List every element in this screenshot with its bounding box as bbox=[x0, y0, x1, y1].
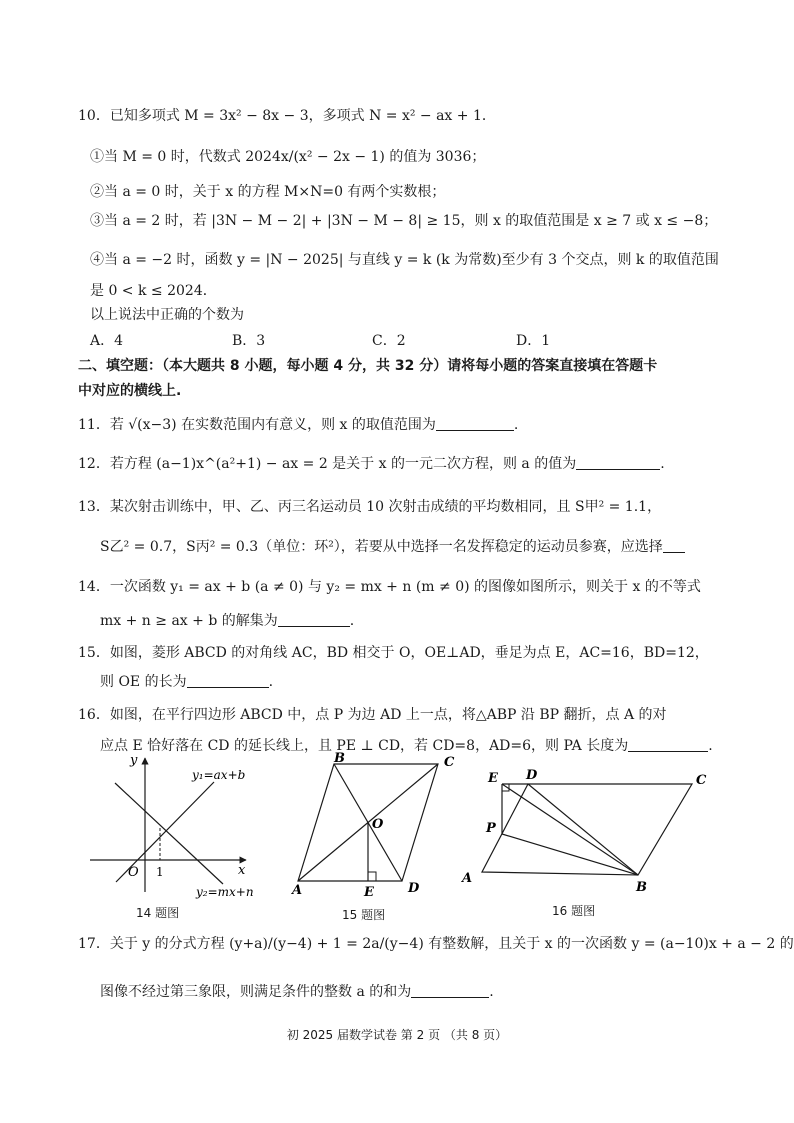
q10-option-c: C．2 bbox=[372, 333, 406, 349]
segment-eb bbox=[502, 784, 638, 875]
label-o: O bbox=[372, 817, 384, 832]
q15-line-1: 15．如图，菱形 ABCD 的对角线 AC，BD 相交于 O，OE⊥AD，垂足为点 E，AC=16，BD=12， bbox=[78, 645, 709, 661]
q13-line-1: 13．某次射击训练中，甲、乙、丙三名运动员 10 次射击成绩的平均数相同，且 S甲² = 1.1， bbox=[78, 499, 662, 515]
q17-line-2: 图像不经过第三象限，则满足条件的整数 a 的和为 . bbox=[100, 984, 494, 1000]
figure-15 bbox=[290, 752, 460, 898]
figure-16-caption: 16 题图 bbox=[552, 904, 596, 918]
q10-item-4-cont: 是 0 < k ≤ 2024． bbox=[90, 283, 217, 299]
label-a: A bbox=[462, 871, 473, 886]
origin-label: O bbox=[128, 865, 139, 880]
q10-option-b: B．3 bbox=[232, 333, 266, 349]
q11-body: 11．若 √(x−3) 在实数范围内有意义，则 x 的取值范围为 bbox=[78, 417, 436, 433]
q10-prompt: 以上说法中正确的个数为 bbox=[90, 307, 244, 323]
section-heading-cont: 中对应的横线上. bbox=[78, 383, 182, 399]
q12-text: 12．若方程 (a−1)x^(a²+1) − ax = 2 是关于 x 的一元二次方程，则 a 的值为 . bbox=[78, 456, 665, 472]
q10-item-1: ①当 M = 0 时，代数式 2024x/(x² − 2x − 1) 的值为 3036； bbox=[90, 149, 486, 165]
q13-line-2 bbox=[100, 537, 685, 557]
label-d: D bbox=[408, 881, 420, 896]
q17-answer-blank[interactable] bbox=[411, 984, 489, 998]
label-d: D bbox=[526, 768, 538, 783]
tick-1-label: 1 bbox=[156, 865, 164, 879]
q16-answer-blank[interactable] bbox=[628, 738, 708, 752]
label-a: A bbox=[292, 883, 303, 898]
q14-line-2: mx + n ≥ ax + b 的解集为 . bbox=[100, 613, 355, 629]
q10-item-2: ②当 a = 0 时，关于 x 的方程 M×N=0 有两个实数根； bbox=[90, 184, 446, 200]
y-axis-label: y bbox=[130, 753, 138, 768]
label-b: B bbox=[334, 751, 345, 766]
page-footer: 初 2025 届数学试卷 第 2 页 （共 8 页） bbox=[286, 1028, 508, 1042]
q17-line-1: 17．关于 y 的分式方程 (y+a)/(y−4) + 1 = 2a/(y−4) 有整数解，且关于 x 的一次函数 y = (a−10)x + a − 2 的 bbox=[78, 936, 794, 952]
q17-body: 图像不经过第三象限，则满足条件的整数 a 的和为 bbox=[100, 984, 412, 1000]
label-c: C bbox=[444, 755, 455, 770]
q13-answer-blank[interactable] bbox=[663, 539, 685, 553]
q12-body: 12．若方程 (a−1)x^(a²+1) − ax = 2 是关于 x 的一元二次方程，则 a 的值为 bbox=[78, 456, 577, 472]
q16-line-1: 16．如图，在平行四边形 ABCD 中，点 P 为边 AD 上一点，将△ABP 沿 BP 翻折，点 A 的对 bbox=[78, 707, 667, 723]
q14-answer-blank[interactable] bbox=[278, 613, 350, 627]
q10-item-4: ④当 a = −2 时，函数 y = |N − 2025| 与直线 y = k (k 为常数)至少有 3 个交点，则 k 的取值范围 bbox=[90, 252, 719, 268]
q15-answer-blank[interactable] bbox=[187, 674, 269, 688]
figure-15-caption: 15 题图 bbox=[342, 908, 386, 922]
segment-db bbox=[528, 784, 638, 875]
label-e: E bbox=[364, 885, 374, 900]
q13-body: S乙² = 0.7，S丙² = 0.3（单位：环²），若要从中选择一名发挥稳定的运动员参赛，应选择 bbox=[100, 539, 663, 555]
y2-label: y₂=mx+n bbox=[196, 885, 254, 899]
figure-14-caption: 14 题图 bbox=[136, 906, 180, 920]
q10-option-a: A．4 bbox=[90, 333, 124, 349]
parallelogram bbox=[482, 784, 692, 875]
label-b: B bbox=[636, 880, 647, 895]
x-axis-label: x bbox=[238, 863, 246, 878]
q10-option-d: D．1 bbox=[516, 333, 551, 349]
label-p: P bbox=[486, 821, 496, 836]
q14-line-1: 14．一次函数 y₁ = ax + b (a ≠ 0) 与 y₂ = mx + n (m ≠ 0) 的图像如图所示，则关于 x 的不等式 bbox=[78, 579, 701, 595]
y1-label: y₁=ax+b bbox=[192, 768, 246, 782]
label-e: E bbox=[488, 771, 498, 786]
figure-16 bbox=[460, 752, 720, 898]
q14-body: mx + n ≥ ax + b 的解集为 bbox=[100, 613, 278, 629]
section-heading: 二、填空题：（本大题共 8 小题，每小题 4 分，共 32 分）请将每小题的答案直接填在答题卡 bbox=[78, 358, 658, 374]
q12-answer-blank[interactable] bbox=[576, 456, 660, 470]
q16-line-2: 应点 E 恰好落在 CD 的延长线上，且 PE ⊥ CD，若 CD=8，AD=6，则 PA 长度为 . bbox=[100, 738, 713, 754]
label-c: C bbox=[696, 773, 707, 788]
q10-item-3: ③当 a = 2 时，若 |3N − M − 2| + |3N − M − 8| ≥ 15，则 x 的取值范围是 x ≥ 7 或 x ≤ −8； bbox=[90, 213, 718, 229]
q11-text: 11．若 √(x−3) 在实数范围内有意义，则 x 的取值范围为 . bbox=[78, 417, 519, 433]
q11-answer-blank[interactable] bbox=[436, 417, 514, 431]
q10-stem: 10．已知多项式 M = 3x² − 8x − 3，多项式 N = x² − ax + 1． bbox=[78, 108, 496, 124]
figure-14 bbox=[88, 752, 258, 898]
q15-body: 则 OE 的长为 bbox=[100, 674, 187, 690]
q15-line-2: 则 OE 的长为 . bbox=[100, 674, 274, 690]
segment-pb bbox=[502, 834, 638, 875]
q16-body: 应点 E 恰好落在 CD 的延长线上，且 PE ⊥ CD，若 CD=8，AD=6，则 PA 长度为 bbox=[100, 738, 629, 754]
right-angle-mark bbox=[368, 872, 376, 881]
